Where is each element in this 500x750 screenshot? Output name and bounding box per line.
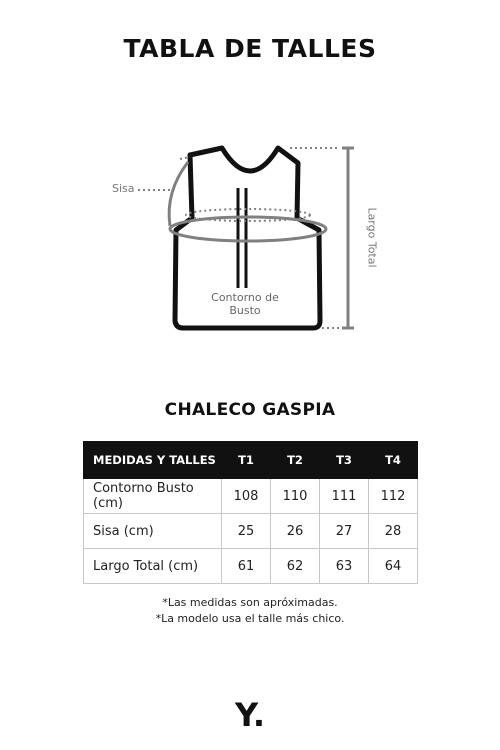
product-name: CHALECO GASPIA	[164, 400, 336, 420]
table-cell: 27	[320, 514, 369, 549]
footnotes	[0, 595, 500, 627]
table-cell: 62	[271, 549, 320, 584]
garment-diagram	[100, 138, 400, 338]
table-row	[84, 514, 418, 549]
table-row-label: Sisa (cm)	[84, 514, 222, 549]
footnote-approximate: *Las medidas son apróximadas.	[162, 596, 338, 609]
table-cell: 26	[271, 514, 320, 549]
table-cell: 25	[222, 514, 271, 549]
table-header-cell: T3	[320, 442, 369, 479]
table-cell: 64	[369, 549, 418, 584]
sisa-measure-line	[169, 162, 188, 226]
table-header-cell: T4	[369, 442, 418, 479]
table-header-row	[84, 442, 418, 479]
table-row	[84, 549, 418, 584]
table-cell: 63	[320, 549, 369, 584]
largo-total-label: Largo Total	[365, 207, 379, 268]
page-title: TABLA DE TALLES	[123, 34, 377, 63]
table-cell: 108	[222, 479, 271, 514]
table-cell: 61	[222, 549, 271, 584]
table-cell: 28	[369, 514, 418, 549]
table-header-cell: MEDIDAS Y TALLES	[84, 442, 222, 479]
table-cell: 112	[369, 479, 418, 514]
table-row-label: Largo Total (cm)	[84, 549, 222, 584]
table-cell: 110	[271, 479, 320, 514]
table-cell: 111	[320, 479, 369, 514]
sisa-label: Sisa	[112, 182, 135, 195]
table-header-cell: T1	[222, 442, 271, 479]
footnote-model-size: *La modelo usa el talle más chico.	[155, 612, 345, 625]
contorno-busto-label: Contorno de Busto	[211, 291, 279, 317]
size-table	[83, 441, 418, 584]
table-row-label: Contorno Busto (cm)	[84, 479, 222, 514]
table-row	[84, 479, 418, 514]
brand-logo: Y.	[234, 696, 266, 734]
table-header-cell: T2	[271, 442, 320, 479]
